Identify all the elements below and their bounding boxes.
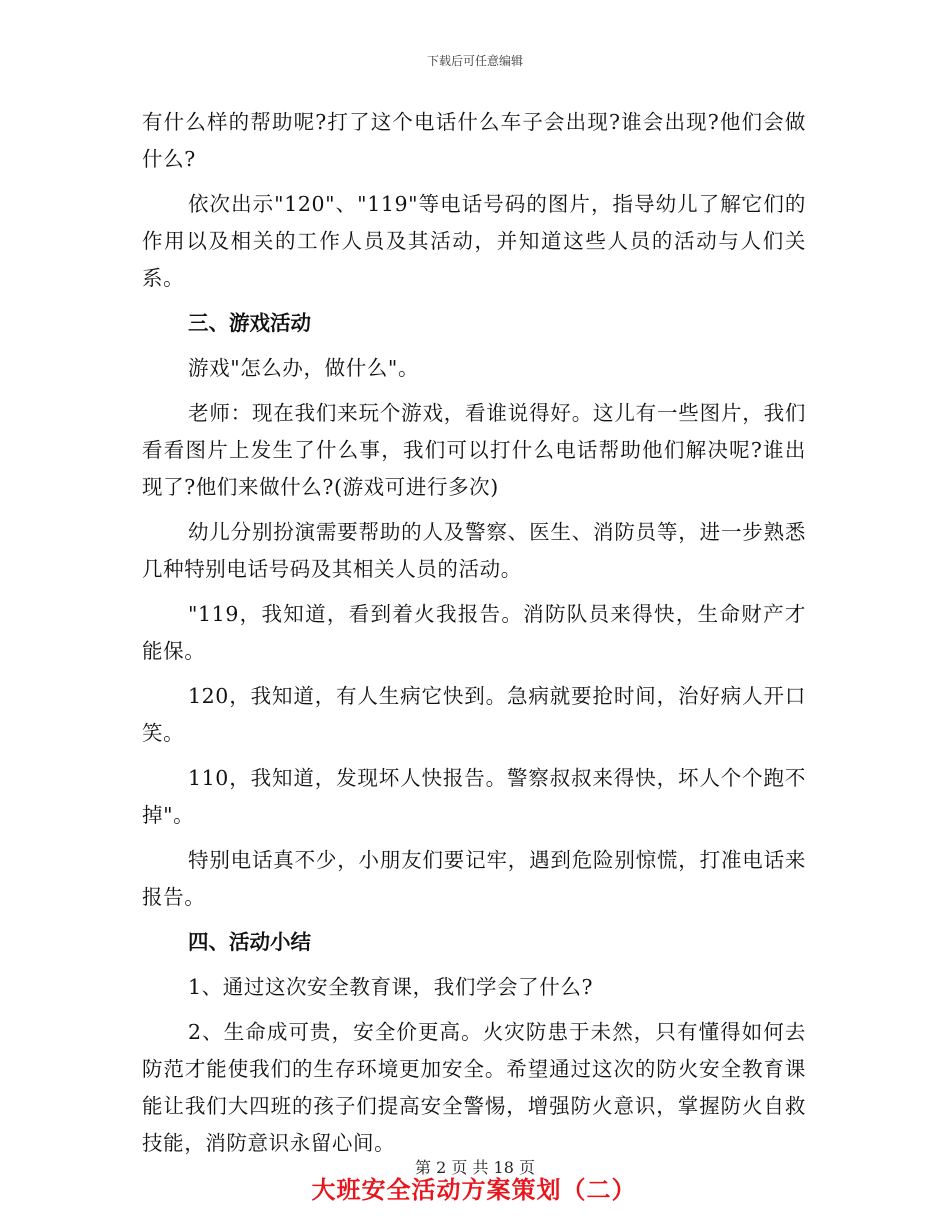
section-heading-game: 三、游戏活动	[188, 311, 311, 335]
document-body	[142, 104, 806, 1210]
paragraph-rhyme-120: 120，我知道，有人生病它快到。急病就要抢时间，治好病人开口笑。	[142, 684, 806, 745]
paragraph-rhyme-110: 110，我知道，发现坏人快报告。警察叔叔来得快，坏人个个跑不掉"。	[142, 766, 806, 827]
paragraph-summary-2: 2、生命成可贵，安全价更高。火灾防患于未然，只有懂得如何去防范才能使我们的生存环境更加安全。希望通过这次的防火安全教育课能让我们大四班的孩子们提高安全警惕，增强防火意识，掌握防火自救技能，消防意识永留心间。	[142, 1020, 806, 1155]
paragraph-roleplay: 幼儿分别扮演需要帮助的人及警察、医生、消防员等，进一步熟悉几种特别电话号码及其相关人员的活动。	[142, 520, 806, 581]
paragraph-teacher: 老师：现在我们来玩个游戏，看谁说得好。这儿有一些图片，我们看看图片上发生了什么事，我们可以打什么电话帮助他们解决呢?谁出现了?他们来做什么?(游戏可进行多次)	[142, 401, 806, 499]
section-title: 大班安全活动方案策划（二）	[311, 1176, 637, 1204]
page-header: 下载后可任意编辑	[426, 54, 523, 68]
paragraph-rhyme-119: "119，我知道，看到着火我报告。消防队员来得快，生命财产才能保。	[142, 602, 806, 663]
page-number: 第 2 页 共 18 页	[415, 1158, 535, 1177]
paragraph-show-pictures: 依次出示"120"、"119"等电话号码的图片，指导幼儿了解它们的作用以及相关的工作人员及其活动，并知道这些人员的活动与人们关系。	[142, 192, 806, 290]
paragraph-rhyme-closing: 特别电话真不少，小朋友们要记牢，遇到危险别惊慌，打准电话来报告。	[142, 848, 806, 909]
section-heading-summary: 四、活动小结	[188, 930, 311, 954]
paragraph-summary-1: 1、通过这次安全教育课，我们学会了什么?	[188, 975, 594, 999]
paragraph-continuation: 有什么样的帮助呢?打了这个电话什么车子会出现?谁会出现?他们会做什么?	[142, 110, 806, 171]
paragraph-game-name: 游戏"怎么办，做什么"。	[188, 356, 420, 380]
